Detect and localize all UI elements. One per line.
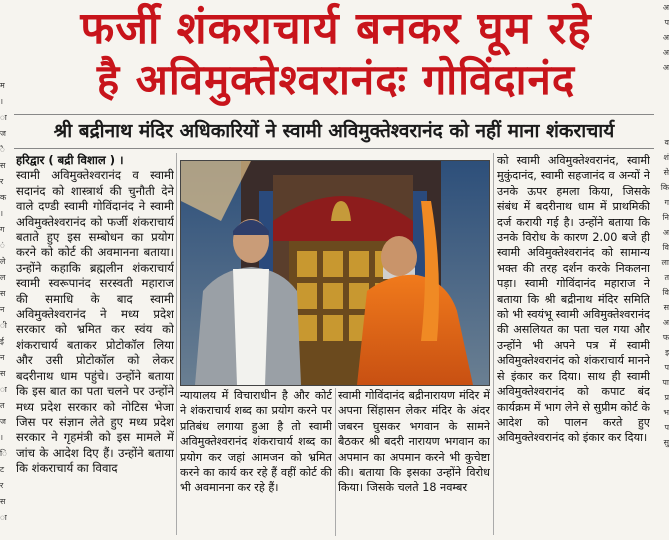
article-column-2 (180, 388, 332, 538)
column-3-text: स्वामी गोविंदानंद बद्रीनारायण मंदिर में अपना सिंहासन लेकर मंदिर के अंदर जबरन घुसकर भगवान के सामने बैठकर श्री बदरी नारायण भगवान का अपमान का अपमान करने भी कुचेष्टा की। बताया कि इसका उन्होंने विरोध किया। जिसके चलते 18 नवम्बर (338, 389, 490, 495)
edge-text-fragment: ा (0, 513, 7, 522)
divider (14, 148, 654, 149)
article-column-3 (338, 388, 490, 538)
headline-line-1: फर्जी शंकराचार्य बनकर घूम रहे (80, 3, 592, 54)
edge-text-fragment: शं (663, 153, 669, 162)
edge-text-fragment: ला (661, 258, 669, 267)
edge-text-fragment: कि (660, 183, 669, 192)
edge-text-fragment: अ (662, 3, 669, 12)
edge-text-fragment: ग (0, 225, 5, 234)
edge-text-fragment: न (0, 353, 5, 362)
edge-text-fragment: अ (662, 33, 669, 42)
edge-text-fragment: प (664, 363, 669, 372)
edge-text-fragment: ं (0, 241, 5, 250)
edge-text-fragment: ट (0, 465, 5, 474)
edge-text-fragment: क (0, 193, 7, 202)
edge-text-fragment: ा (0, 385, 7, 394)
edge-text-fragment: फ (662, 333, 669, 342)
headline-line-2: है अविमुक्तेश्वरानंदः गोविंदानंद (96, 55, 576, 104)
edge-text-fragment: अ (662, 318, 669, 327)
edge-text-fragment: वि (662, 243, 669, 252)
edge-text-fragment: से (663, 168, 669, 177)
edge-text-fragment: प (664, 423, 669, 432)
edge-text-fragment: ी (0, 321, 7, 330)
column-1-text: स्वामी अविमुक्तेश्वरानंद व स्वामी सदानंद को शास्त्रार्थ की चुनौती देने वाले दण्डी स्वामी गोविंदानंद ने स्वामी अविमुक्तेश्वरानंद को फर्जी शंकराचार्य बताते हुए इस सम्बोधन का प्रयोग करने को कोर्ट की अवमानना बताया। उन्होंने कहाकि ब्रह्मलीन शंकराचार्य स्वामी स्वरूपानंद सरस्वती महाराज की समाधि के बाद स्वामी अविमुक्तेश्वरानंद ने मध्य प्रदेश सरकार को भ्रमित कर स्वंय को शंकराचार्य बताकर प्रोटोकॉल लिया और उसी प्रोटोकॉल को लेकर बदरीनाथ धाम पहुंचे। उन्होंने बताया कि इस बात का पता चलने पर उन्होंने मध्य प्रदेश सरकार को नोटिस भेजा जिस पर संज्ञान लेते हुए मध्य प्रदेश सरकार ने गृहमंत्री को इस मामले में जांच के आदेश दिए हैं। उन्होंने बताया कि शंकराचार्य का विवाद (16, 168, 174, 476)
edge-text-fragment: व (664, 138, 669, 147)
column-divider (335, 388, 336, 536)
article-column-4 (497, 153, 650, 538)
adjacent-column-left-fragment (0, 78, 14, 540)
edge-text-fragment: प्र (664, 393, 669, 402)
edge-text-fragment (651, 75, 669, 90)
edge-text-fragment: स (0, 161, 6, 170)
edge-text-fragment: स (0, 289, 6, 298)
edge-text-fragment: ग (664, 198, 669, 207)
subheadline: श्री बद्रीनाथ मंदिर अधिकारियों ने स्वामी अविमुक्तेश्वरानंद को नहीं माना शंकराचार्य (53, 120, 615, 142)
edge-text-fragment: अ (662, 228, 669, 237)
edge-text-fragment: र (0, 481, 4, 490)
edge-text-fragment: ा (0, 113, 7, 122)
edge-text-fragment: ई (0, 337, 4, 346)
edge-text-fragment: म (0, 81, 5, 90)
divider (14, 114, 654, 115)
edge-text-fragment: प (664, 18, 669, 27)
column-2-text: न्यायालय में विचाराधीन है और कोर्ट ने शंकराचार्य शब्द का प्रयोग करने पर प्रतिबंध लगाया हुआ है तो स्वामी अविमुक्तेश्वरानंद शंकराचार्य शब्द का प्रयोग कर जहां आमजन को भ्रमित करने का कार्य कर रहे हैं वहीं कोर्ट की भी अवमानना कर रहे हैं। (180, 389, 332, 495)
edge-text-fragment: र (0, 177, 4, 186)
edge-text-fragment: । (0, 97, 4, 106)
adjacent-column-right-fragment (651, 0, 669, 540)
edge-text-fragment: भ (663, 408, 669, 417)
edge-text-fragment: वि (662, 288, 669, 297)
edge-text-fragment: ै (0, 145, 5, 154)
article-column-1 (16, 153, 174, 535)
column-4-text: को स्वामी अविमुक्तेश्वरानंद, स्वामी मुकुंदानंद, स्वामी सहजानंद व अन्यों ने उनके ऊपर हमला किया, जिसके संबंध में बदरीनाथ धाम में प्राथमिकी दर्ज करायी गई है। उन्होंने बताया कि उनके विरोध के कारण 2.00 बजे ही स्वामी अविमुक्तेश्वरानंद को सामान्य भक्त की तरह दर्शन करके निकलना पड़ा। स्वामी गोविंदानंद महाराज ने बताया कि श्री बद्रीनाथ मंदिर समिति को भी स्वयंभू स्वामी अविमुक्तेश्वरानंद की असलियत का पता चल गया और उन्होंने भी अपने पत्र में स्वामी अविमुक्तेश्वरानंद को शंकराचार्य मानने से इंकार कर दिया। साथ ही स्वामी अविमुक्तेश्वरानंद को कपाट बंद कार्यक्रम में भाग लेने से सुप्रीम कोर्ट के आदेश को पालन करते हुए अविमुक्तेश्वरानंद को इंकार कर दिया। (497, 154, 650, 445)
edge-text-fragment: ल (0, 273, 6, 282)
column-divider (176, 153, 177, 535)
edge-text-fragment: अ (662, 63, 669, 72)
dateline: हरिद्वार ( बद्री विशाल ) । (16, 153, 124, 167)
edge-text-fragment (651, 90, 669, 105)
edge-text-fragment: स (0, 369, 6, 378)
column-divider (493, 153, 494, 535)
edge-text-fragment: । (0, 209, 4, 218)
edge-text-fragment: नि (662, 213, 669, 222)
edge-text-fragment: ले (0, 257, 6, 266)
edge-text-fragment: ज (0, 129, 6, 138)
edge-text-fragment: त (664, 273, 669, 282)
edge-text-fragment (651, 120, 669, 135)
headline (22, 4, 650, 106)
edge-text-fragment: त (0, 401, 5, 410)
edge-text-fragment (651, 105, 669, 120)
edge-text-fragment: स (0, 497, 6, 506)
temple-photo-illustration (181, 161, 489, 385)
edge-text-fragment: सु (663, 438, 669, 447)
edge-text-fragment: ज (0, 417, 6, 426)
edge-text-fragment: इ (665, 348, 669, 357)
edge-text-fragment: अ (662, 48, 669, 57)
article-photo (180, 160, 490, 386)
edge-text-fragment: पा (662, 378, 669, 387)
edge-text-fragment: ि (0, 449, 7, 458)
edge-text-fragment: न (0, 305, 5, 314)
edge-text-fragment: । (0, 433, 4, 442)
edge-text-fragment: स (663, 303, 669, 312)
